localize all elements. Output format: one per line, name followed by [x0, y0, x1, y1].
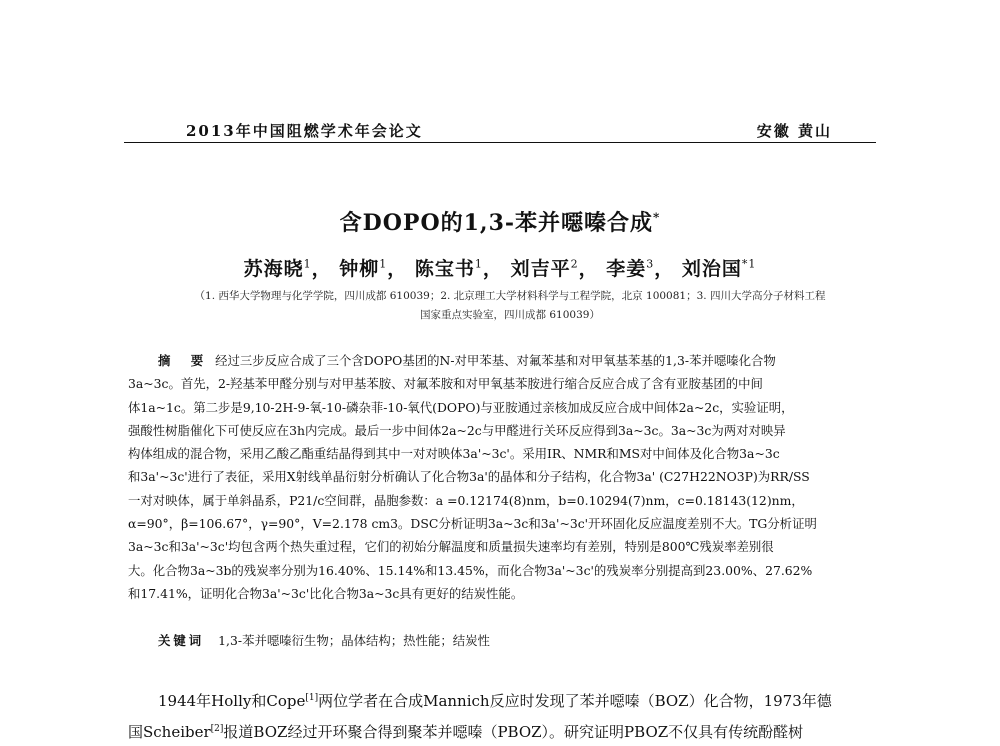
abstract-line: 构体组成的混合物，采用乙酸乙酯重结晶得到其中一对对映体3a'~3c'。采用IR、NMR和MS对中间体及化合物3a~3c [128, 446, 780, 462]
keywords-line [158, 631, 878, 649]
abstract-line [128, 349, 878, 372]
citation-ref: [2] [210, 724, 224, 734]
author-affiliation-mark: 2 [570, 257, 579, 271]
body-text-span: 国Scheiber [128, 723, 211, 741]
paper-title [0, 206, 1000, 237]
abstract-label: 摘 要 [158, 353, 212, 368]
abstract-line: 一对对映体，属于单斜晶系，P21/c空间群，晶胞参数：a =0.12174(8)nm，b=0.10294(7)nm，c=0.18143(12)nm， [128, 492, 804, 508]
author-name: 李姜 [606, 258, 647, 280]
author-affiliation-mark: *1 [741, 257, 757, 271]
abstract-line: 大。化合物3a~3b的残炭率分别为16.40%、15.14%和13.45%，而化合物3a'~3c'的残炭率分别提高到23.00%、27.62% [128, 562, 813, 578]
author-name: 陈宝书 [414, 258, 475, 280]
affiliation-block [150, 287, 870, 325]
affiliation-line: 国家重点实验室，四川成都 610039） [420, 309, 600, 321]
author-affiliation-mark: 1 [379, 257, 388, 271]
abstract-line-text: 经过三步反应合成了三个含DOPO基团的N-对甲苯基、对氟苯基和对甲氧基苯基的1,3-苯并噁嗪化合物 [215, 353, 776, 368]
abstract-line: 强酸性树脂催化下可使反应在3h内完成。最后一步中间体2a~2c与甲醛进行关环反应得到3a~3c。3a~3c为两对对映异 [128, 422, 786, 438]
author-affiliation-mark: 1 [474, 257, 483, 271]
body-paragraph [128, 684, 880, 746]
abstract-line: 和17.41%，证明化合物3a'~3c'比化合物3a~3c具有更好的结炭性能。 [128, 585, 524, 601]
body-text-span: 两位学者在合成Mannich反应时发现了苯并噁嗪（BOZ）化合物，1973年德 [318, 692, 832, 710]
citation-ref: [1] [305, 693, 319, 703]
header-rule [124, 142, 876, 143]
abstract-line: 3a~3c。首先，2-羟基苯甲醛分别与对甲基苯胺、对氟苯胺和对甲氧基苯胺进行缩合反应合成了含有亚胺基团的中间 [128, 376, 763, 392]
abstract-line: 3a~3c和3a'~3c'均包含两个热失重过程，它们的初始分解温度和质量损失速率均有差别，特别是800℃残炭率差别很 [128, 539, 774, 555]
author-separator: ， [482, 258, 503, 280]
keywords-label: 关键词 [158, 633, 205, 648]
author-affiliation-mark: 3 [646, 257, 655, 271]
author-name: 刘吉平 [510, 258, 571, 280]
author-affiliation-mark: 1 [303, 257, 312, 271]
keywords-text: 1,3-苯并噁嗪衍生物；晶体结构；热性能；结炭性 [218, 633, 490, 648]
author-list [0, 254, 1000, 281]
author-separator: ， [578, 258, 599, 280]
body-line [128, 684, 880, 715]
body-line [128, 715, 880, 746]
author-name: 钟柳 [339, 258, 380, 280]
paper-title-text: 含DOPO的1,3-苯并噁嗪合成 [339, 210, 654, 236]
running-header-location: 安徽 黄山 [756, 122, 832, 140]
author-separator: ， [387, 258, 408, 280]
author-separator: ， [311, 258, 332, 280]
author-separator: ， [654, 258, 675, 280]
author-name: 苏海晓 [243, 258, 304, 280]
affiliation-line: （1. 西华大学物理与化学学院，四川成都 610039；2. 北京理工大学材料科学与工程学院，北京 100081；3. 四川大学高分子材料工程 [194, 290, 826, 302]
author-name: 刘治国 [681, 258, 742, 280]
paper-title-footnote-mark: * [653, 210, 661, 225]
abstract-block [128, 349, 878, 605]
body-text-span: 1944年Holly和Cope [158, 692, 306, 710]
abstract-line: 和3a'~3c'进行了表征，采用X射线单晶衍射分析确认了化合物3a'的晶体和分子结构，化合物3a' (C27H22NO3P)为RR/SS [128, 469, 810, 485]
abstract-line: α=90°，β=106.67°，γ=90°，V=2.178 cm3。DSC分析证明3a~3c和3a'~3c'开环固化反应温度差别不大。TG分析证明 [128, 516, 817, 532]
body-text-span: 报道BOZ经过开环聚合得到聚苯并噁嗪（PBOZ）。研究证明PBOZ不仅具有传统酚醛树 [223, 723, 804, 741]
abstract-line: 体1a~1c。第二步是9,10-2H-9-氧-10-磷杂菲-10-氧代(DOPO)与亚胺通过亲核加成反应合成中间体2a~2c，实验证明， [128, 399, 794, 415]
running-header-title: 2013年中国阻燃学术年会论文 [186, 122, 423, 140]
